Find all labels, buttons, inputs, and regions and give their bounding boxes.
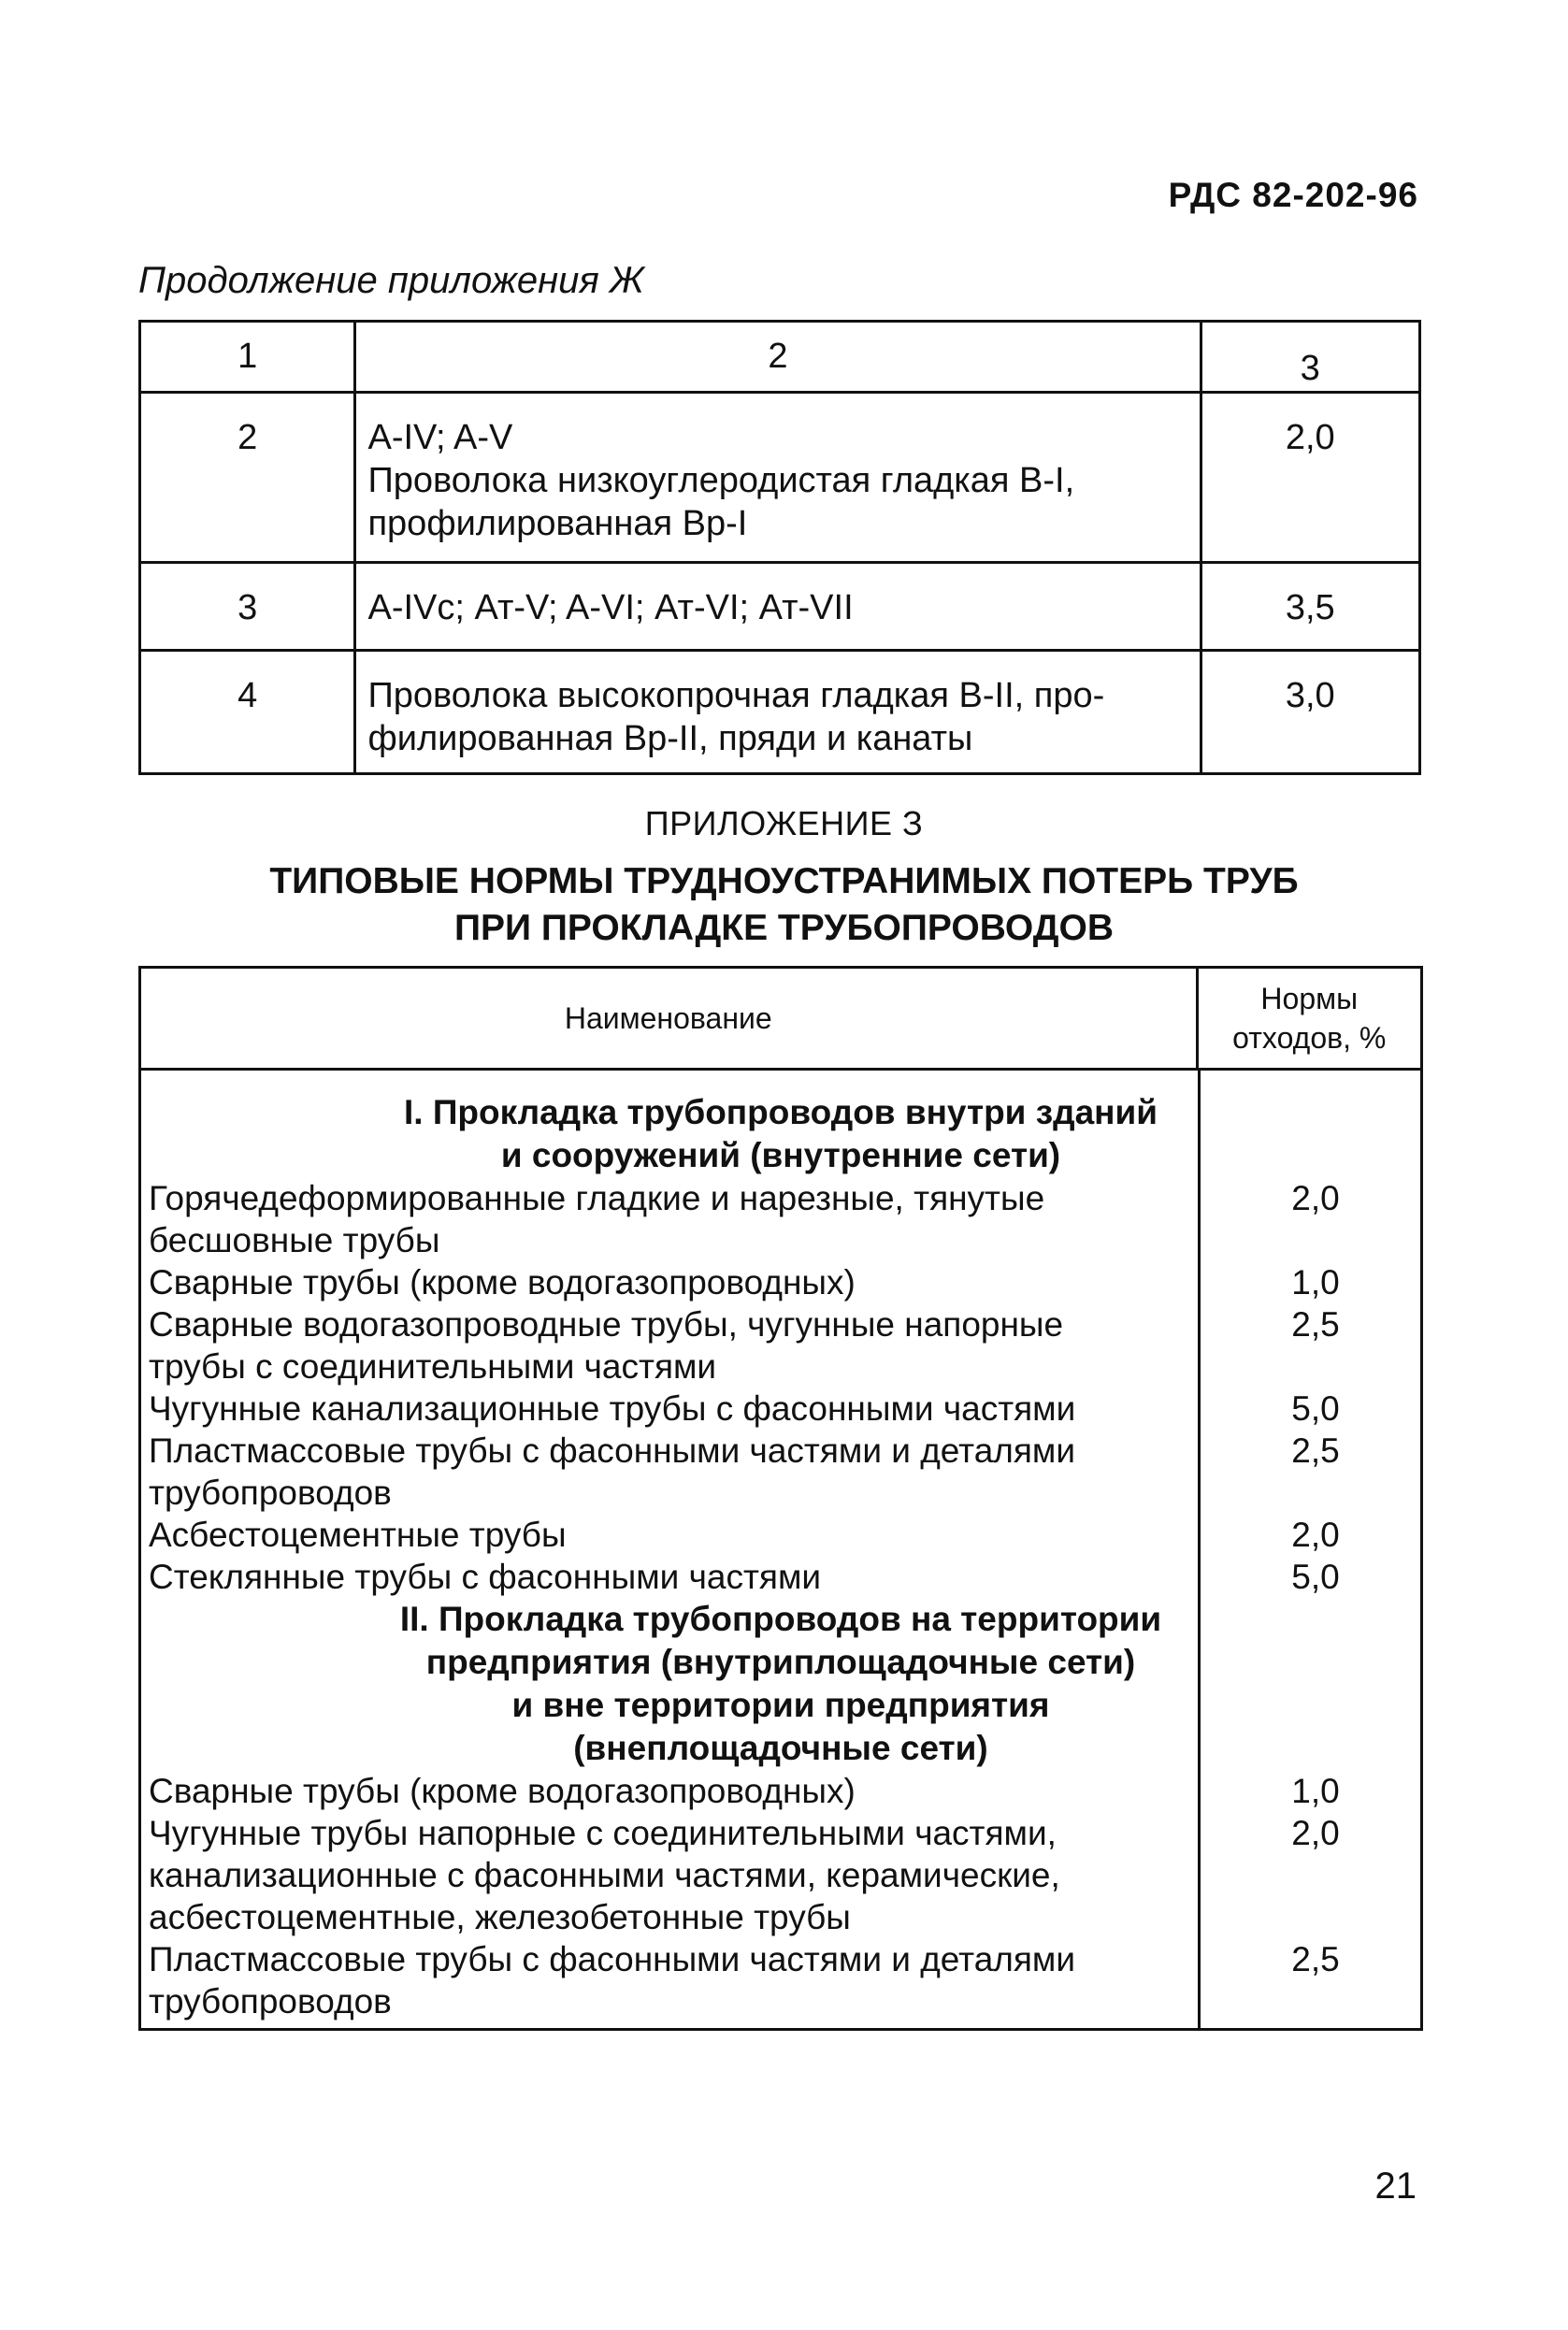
item-norm-value: 2,5 — [1291, 1940, 1340, 1978]
item-text-line: Пластмассовые трубы с фасонными частями и деталями — [149, 1431, 1075, 1470]
item-text-line: Стеклянные трубы с фасонными частями — [149, 1558, 822, 1596]
list-item — [141, 1938, 1420, 2022]
item-description — [141, 1812, 1194, 1938]
row-text-line: Проволока низкоуглеродистая гладкая В-I, — [367, 461, 1075, 500]
list-item — [141, 1261, 1420, 1303]
row-text-line: Проволока высокопрочная гладкая В-II, про- — [367, 676, 1105, 715]
col-header-1: 1 — [140, 322, 355, 393]
item-norm-value: 2,0 — [1291, 1516, 1340, 1554]
table-header-row — [140, 968, 1422, 1070]
item-description — [141, 1938, 1194, 2022]
table-row — [140, 651, 1420, 774]
col-header-norms-line: Нормы — [1260, 982, 1359, 1015]
item-norm-value: 2,0 — [1291, 1179, 1340, 1217]
list-item — [141, 1388, 1420, 1430]
appendix-zh-table — [138, 320, 1421, 775]
section-heading — [141, 1091, 1420, 1177]
row-description — [355, 393, 1201, 563]
section-heading-line: и вне территории предприятия — [511, 1686, 1050, 1724]
col-header-norms-line: отходов, % — [1232, 1021, 1387, 1055]
item-text-line: канализационные с фасонными частями, керамические, — [149, 1856, 1060, 1894]
appendix-title — [0, 858, 1568, 952]
appendix-label: ПРИЛОЖЕНИЕ З — [644, 804, 924, 842]
item-text-line: Горячедеформированные гладкие и нарезные, тянутые — [149, 1179, 1045, 1217]
item-description — [141, 1556, 1194, 1598]
item-norm-value: 5,0 — [1291, 1558, 1340, 1596]
list-item — [141, 1770, 1420, 1812]
row-description — [355, 651, 1201, 774]
row-number: 4 — [140, 651, 355, 774]
item-text-line: Пластмассовые трубы с фасонными частями и деталями — [149, 1940, 1075, 1978]
item-text-line: трубопроводов — [149, 1474, 392, 1512]
item-norm-value: 2,5 — [1291, 1305, 1340, 1344]
item-description — [141, 1514, 1194, 1556]
row-number: 3 — [140, 563, 355, 651]
row-value: 2,0 — [1201, 393, 1420, 563]
section-heading-line: II. Прокладка трубопроводов на территории — [399, 1600, 1162, 1638]
table-body — [140, 1070, 1422, 2030]
sections-container — [141, 1091, 1420, 2022]
list-item — [141, 1303, 1420, 1388]
list-item — [141, 1177, 1420, 1261]
item-text-line: асбестоцементные, железобетонные трубы — [149, 1898, 851, 1936]
row-value: 3,5 — [1201, 563, 1420, 651]
item-description — [141, 1261, 1194, 1303]
row-text-line: A-IV; A-V — [367, 418, 513, 457]
row-text-line: A-IVc; Ат-V; A-VI; Ат-VI; Ат-VII — [367, 588, 854, 627]
item-text-line: Сварные трубы (кроме водогазопроводных) — [149, 1263, 856, 1302]
item-description — [141, 1388, 1194, 1430]
section-heading — [141, 1598, 1420, 1770]
list-item — [141, 1514, 1420, 1556]
item-text-line: Чугунные трубы напорные с соединительными частями, — [149, 1814, 1057, 1852]
item-description — [141, 1430, 1194, 1514]
section-heading-line: (внеплощадочные сети) — [573, 1729, 988, 1767]
col-header-2: 2 — [355, 322, 1201, 393]
col-header-3: 3 — [1201, 322, 1420, 393]
table-row — [140, 393, 1420, 563]
list-item — [141, 1430, 1420, 1514]
section-heading-line: I. Прокладка трубопроводов внутри зданий — [403, 1093, 1158, 1131]
item-description — [141, 1770, 1194, 1812]
item-norm-value: 2,0 — [1291, 1814, 1340, 1852]
appendix-title-line: ТИПОВЫЕ НОРМЫ ТРУДНОУСТРАНИМЫХ ПОТЕРЬ ТРУБ — [269, 861, 1299, 901]
document-code: РДС 82-202-96 — [1168, 176, 1418, 214]
table-header-row — [140, 322, 1420, 393]
pipe-loss-norms-table — [138, 966, 1423, 2031]
col-header-norms — [1197, 968, 1421, 1070]
continuation-caption: Продолжение приложения Ж — [138, 260, 644, 301]
item-text-line: Асбестоцементные трубы — [149, 1516, 567, 1554]
row-text-line: филированная Вр-II, пряди и канаты — [367, 719, 973, 758]
col-header-name: Наименование — [140, 968, 1198, 1070]
table-body-row — [140, 1070, 1422, 2030]
item-description — [141, 1177, 1194, 1261]
item-text-line: трубы с соединительными частями — [149, 1347, 717, 1386]
section-heading-line: предприятия (внутриплощадочные сети) — [425, 1643, 1136, 1681]
item-norm-value: 5,0 — [1291, 1389, 1340, 1428]
item-norm-value: 1,0 — [1291, 1772, 1340, 1810]
section-heading-line: и сооружений (внутренние сети) — [500, 1136, 1061, 1174]
list-item — [141, 1812, 1420, 1938]
page-number: 21 — [1374, 2165, 1417, 2207]
row-value: 3,0 — [1201, 651, 1420, 774]
row-number: 2 — [140, 393, 355, 563]
row-description — [355, 563, 1201, 651]
item-text-line: Сварные водогазопроводные трубы, чугунные напорные — [149, 1305, 1064, 1344]
item-text-line: Чугунные канализационные трубы с фасонными частями — [149, 1389, 1076, 1428]
row-text-line: профилированная Вр-I — [367, 504, 748, 543]
table-row — [140, 563, 1420, 651]
list-item — [141, 1556, 1420, 1598]
item-description — [141, 1303, 1194, 1388]
item-norm-value: 2,5 — [1291, 1431, 1340, 1470]
appendix-title-line: ПРИ ПРОКЛАДКЕ ТРУБОПРОВОДОВ — [453, 908, 1115, 948]
item-text-line: Сварные трубы (кроме водогазопроводных) — [149, 1772, 856, 1810]
item-norm-value: 1,0 — [1291, 1263, 1340, 1302]
item-text-line: трубопроводов — [149, 1982, 392, 2021]
item-text-line: бесшовные трубы — [149, 1221, 440, 1259]
